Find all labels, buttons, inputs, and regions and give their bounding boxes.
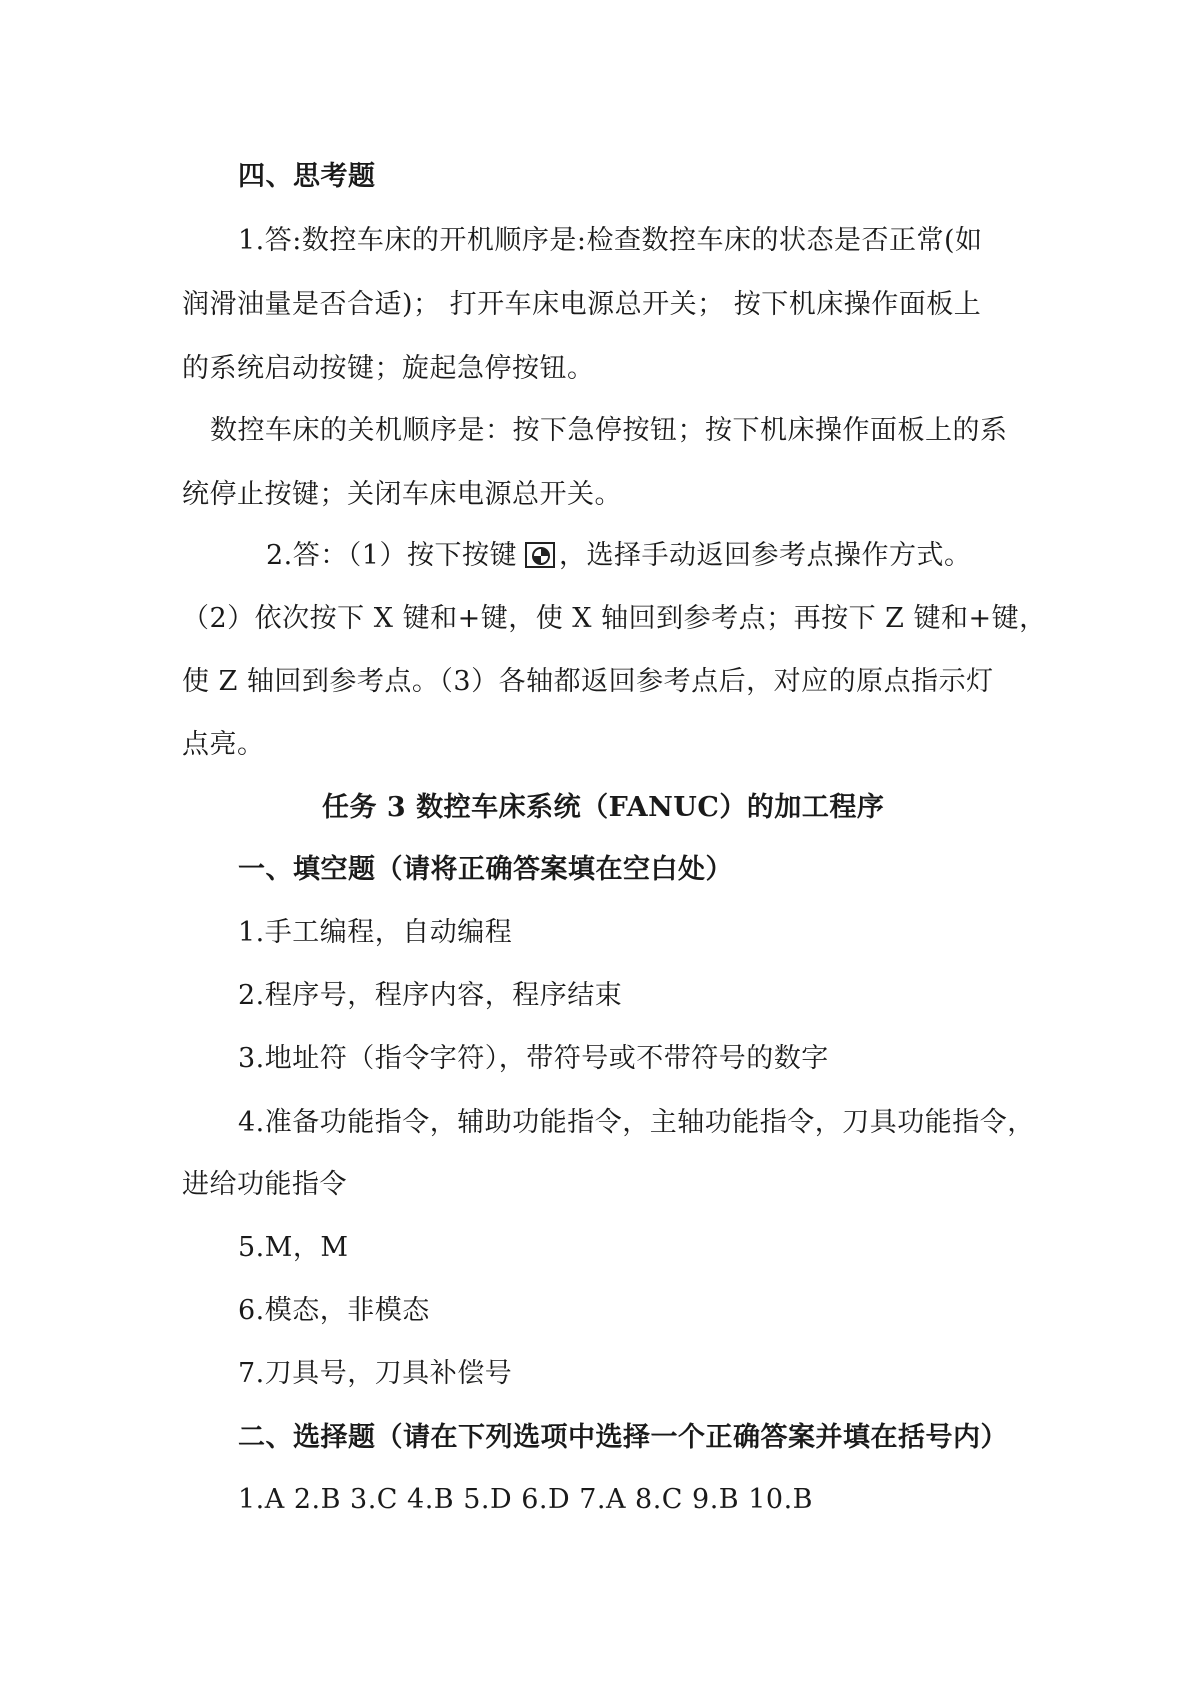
fill-item-3: 3.地址符（指令字符），带符号或不带符号的数字 [238,1043,829,1074]
fill-item-5: 5.M，M [238,1232,349,1263]
fill-item-2: 2.程序号，程序内容，程序结束 [238,980,623,1011]
choice-heading: 二、选择题（请在下列选项中选择一个正确答案并填在括号内） [238,1422,1008,1453]
task-3-title: 任务 3 数控车床系统（FANUC）的加工程序 [322,792,885,823]
answer-2-line-2: （2）依次按下 X 键和+键，使 X 轴回到参考点；再按下 Z 键和+键， [182,603,1047,634]
fill-item-4-cont: 进给功能指令 [182,1169,347,1200]
answer-2-line-1-pre: 2.答：（1）按下按键 [266,540,517,571]
reference-point-return-icon [525,542,555,568]
answer-1-line-5: 统停止按键；关闭车床电源总开关。 [182,479,622,510]
answer-1-line-1: 1.答:数控车床的开机顺序是:检查数控车床的状态是否正常(如 [238,225,983,256]
choice-answers: 1.A 2.B 3.C 4.B 5.D 6.D 7.A 8.C 9.B 10.B [238,1484,814,1515]
fill-in-heading: 一、填空题（请将正确答案填在空白处） [238,854,733,885]
answer-2-line-1 [266,540,971,572]
answer-1-line-2: 润滑油量是否合适)； 打开车床电源总开关； 按下机床操作面板上 [182,289,982,320]
fill-item-4: 4.准备功能指令，辅助功能指令，主轴功能指令，刀具功能指令， [238,1107,1035,1138]
answer-1-line-3: 的系统启动按键；旋起急停按钮。 [182,353,595,384]
answer-2-line-4: 点亮。 [182,729,265,760]
section-heading-thinking: 四、思考题 [238,161,376,192]
answer-2-line-1-post: ，选择手动返回参考点操作方式。 [558,540,972,571]
answer-1-line-4: 数控车床的关机顺序是：按下急停按钮；按下机床操作面板上的系 [210,415,1008,446]
fill-item-7: 7.刀具号，刀具补偿号 [238,1358,513,1389]
answer-2-line-3: 使 Z 轴回到参考点。（3）各轴都返回参考点后，对应的原点指示灯 [182,666,994,697]
fill-item-1: 1.手工编程，自动编程 [238,917,513,948]
fill-item-6: 6.模态，非模态 [238,1295,430,1326]
